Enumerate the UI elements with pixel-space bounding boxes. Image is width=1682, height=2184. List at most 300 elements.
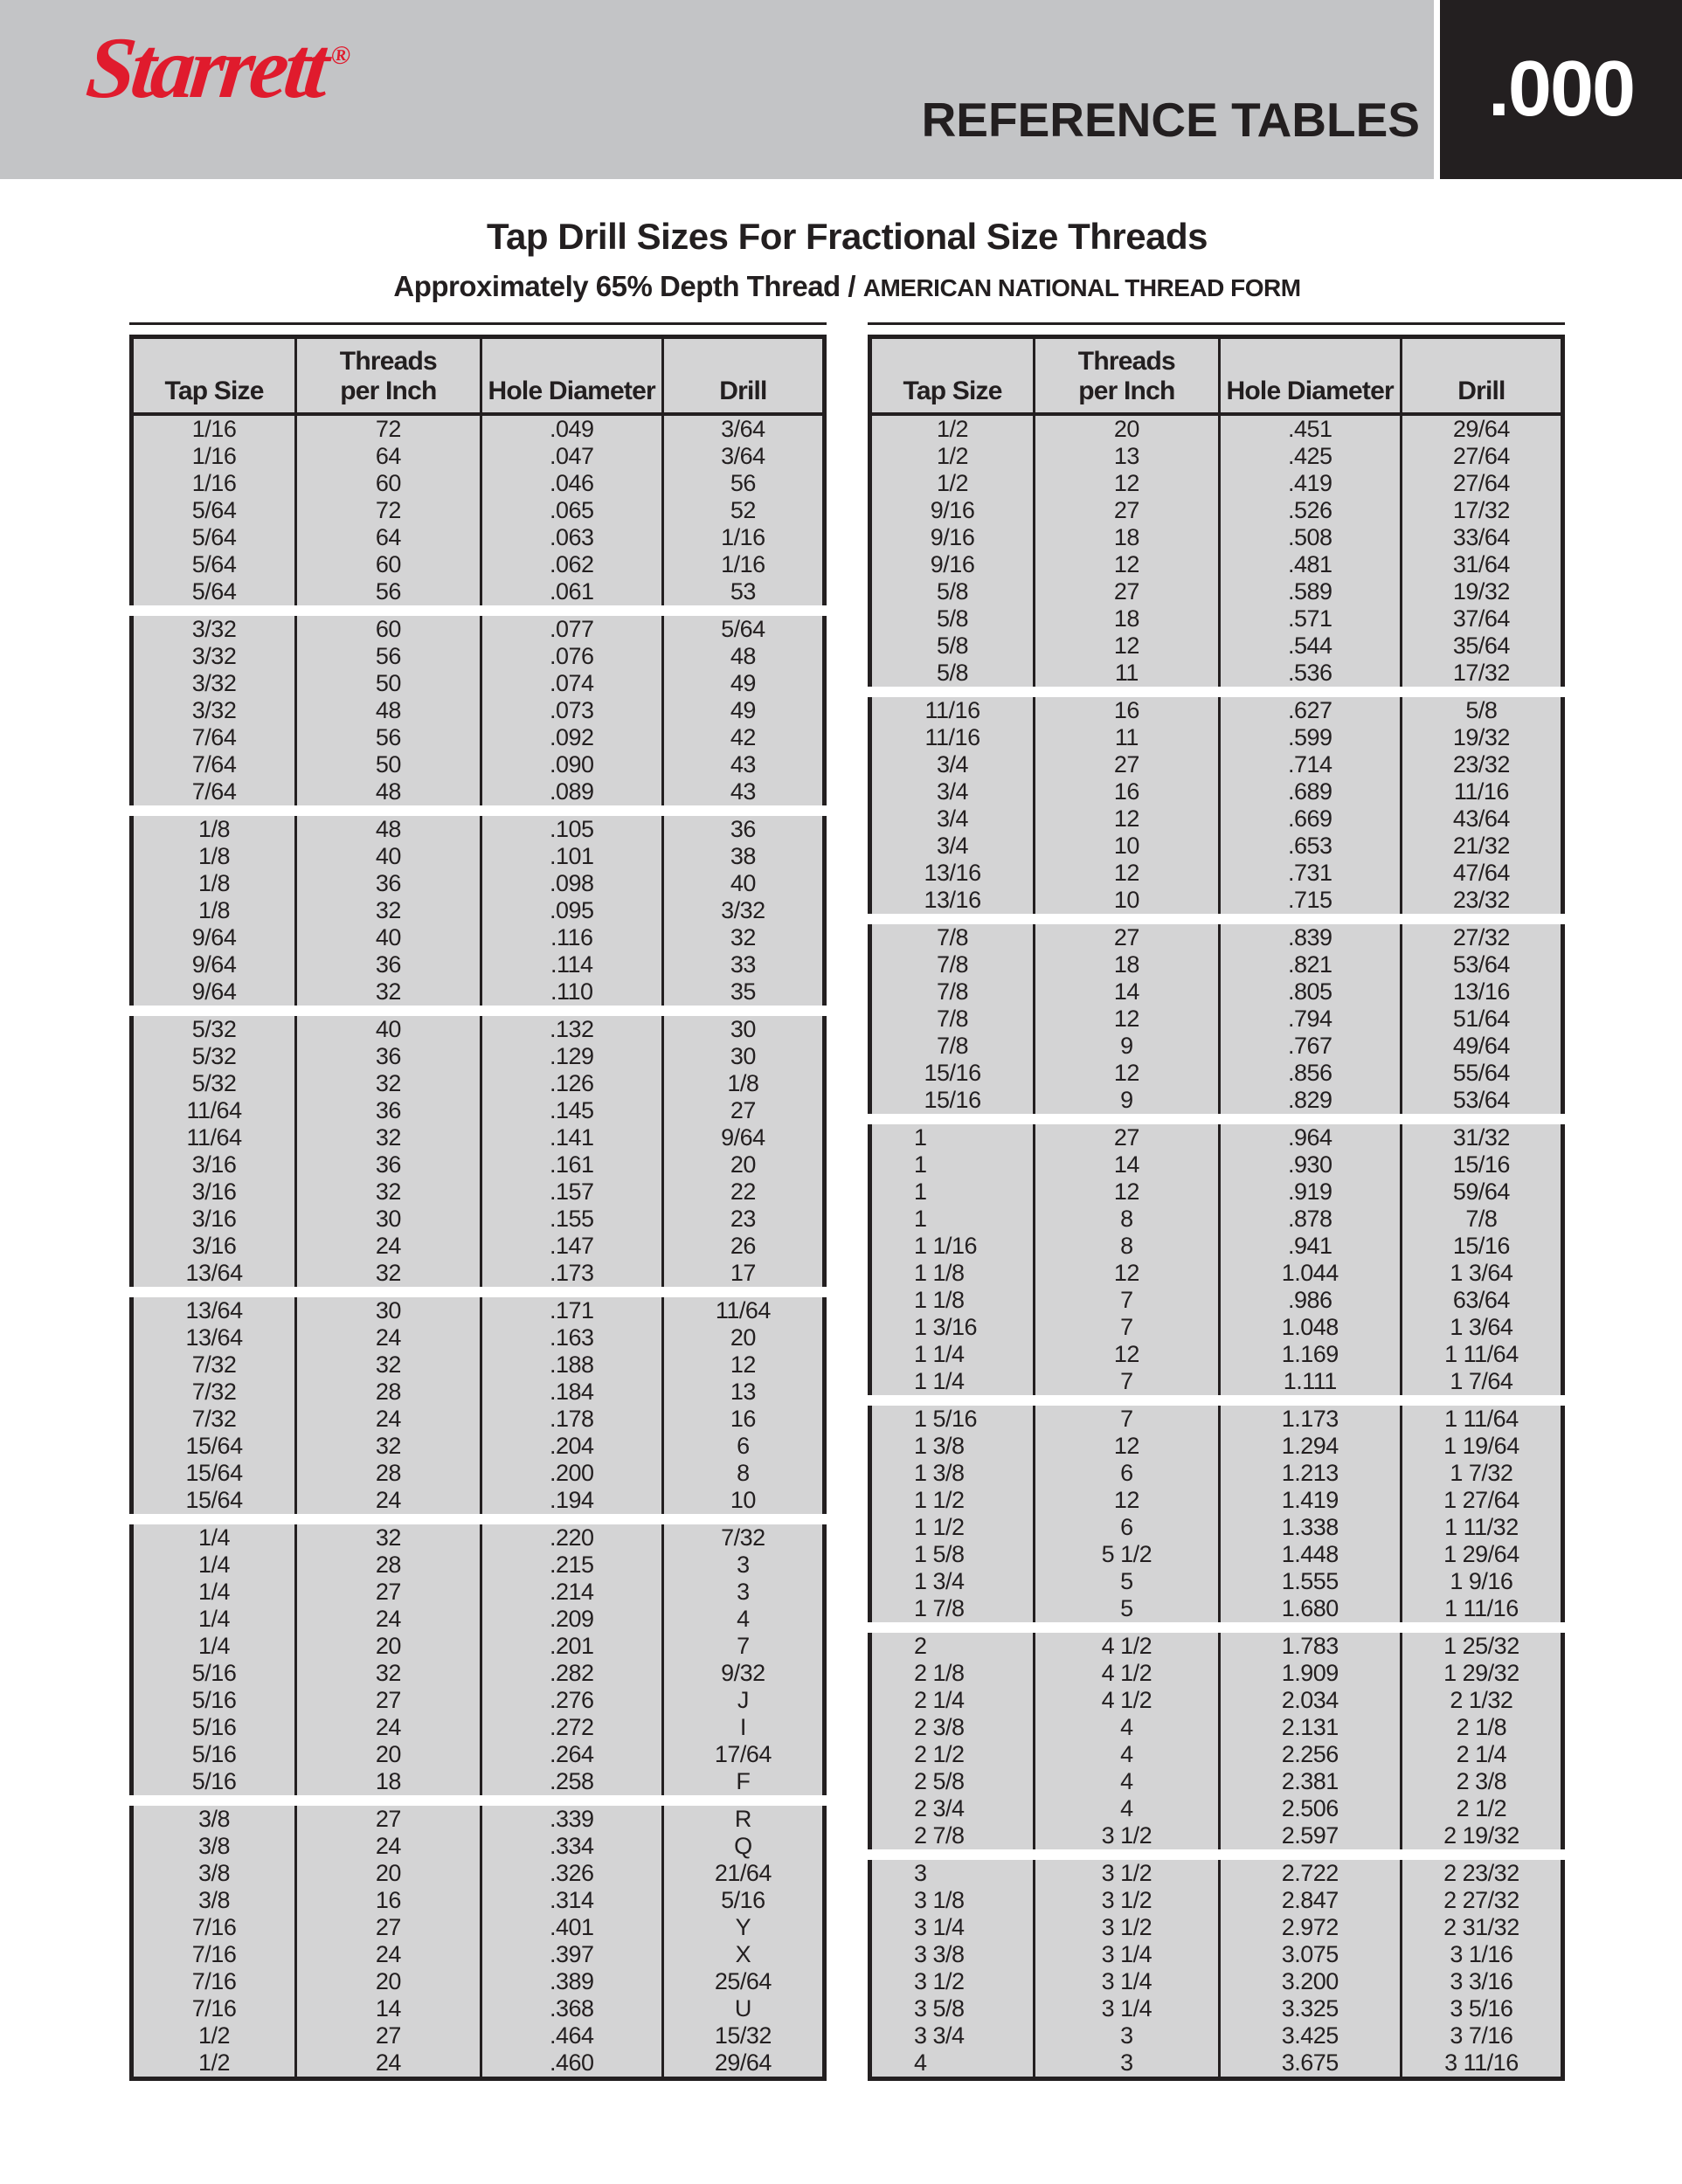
table-row bbox=[868, 497, 1565, 524]
table-row bbox=[129, 1379, 827, 1406]
table-cell: 1.419 bbox=[1218, 1487, 1400, 1514]
table-row bbox=[868, 1541, 1565, 1568]
table-cell: 1 1/8 bbox=[868, 1287, 1033, 1314]
table-cell: 9/16 bbox=[868, 551, 1033, 578]
table-cell: Y bbox=[661, 1914, 827, 1941]
table-cell: 23 bbox=[661, 1206, 827, 1233]
table-cell: 1/4 bbox=[129, 1579, 294, 1606]
table-cell: .481 bbox=[1218, 551, 1400, 578]
table-row bbox=[129, 778, 827, 805]
table-row bbox=[129, 443, 827, 470]
table-cell: 1 9/16 bbox=[1400, 1568, 1565, 1595]
table-cell: 48 bbox=[294, 816, 479, 843]
table-cell: 3/32 bbox=[129, 697, 294, 724]
group-separator bbox=[129, 1514, 827, 1524]
table-row bbox=[868, 833, 1565, 860]
table-cell: 5/16 bbox=[129, 1741, 294, 1768]
table-cell: 24 bbox=[294, 1833, 479, 1860]
table-cell: 1 11/32 bbox=[1400, 1514, 1565, 1541]
table-cell: 53 bbox=[661, 578, 827, 605]
table-cell: 24 bbox=[294, 1941, 479, 1968]
table-row bbox=[129, 1579, 827, 1606]
table-cell: 15/64 bbox=[129, 1487, 294, 1514]
table-row bbox=[868, 2022, 1565, 2049]
table-cell: 13/16 bbox=[1400, 978, 1565, 1006]
table-cell: .046 bbox=[480, 470, 661, 497]
table-cell: 1 5/16 bbox=[868, 1406, 1033, 1433]
table-row bbox=[129, 1124, 827, 1151]
table-cell: .368 bbox=[480, 1995, 661, 2022]
table-top-rule bbox=[868, 322, 1565, 325]
table-cell: 3/16 bbox=[129, 1151, 294, 1178]
table-cell: 12 bbox=[1033, 1487, 1217, 1514]
table-cell: .063 bbox=[480, 524, 661, 551]
table-cell: .599 bbox=[1218, 724, 1400, 751]
table-row bbox=[868, 1968, 1565, 1995]
table-row bbox=[129, 1206, 827, 1233]
table-cell: 13/64 bbox=[129, 1260, 294, 1287]
table-cell: .419 bbox=[1218, 470, 1400, 497]
table-cell: 30 bbox=[661, 1043, 827, 1070]
table-cell: 1 5/8 bbox=[868, 1541, 1033, 1568]
table-cell: .821 bbox=[1218, 951, 1400, 978]
table-cell: 40 bbox=[294, 1016, 479, 1043]
table-row bbox=[129, 1524, 827, 1552]
table-cell: 21/64 bbox=[661, 1860, 827, 1887]
table-cell: 8 bbox=[1033, 1206, 1217, 1233]
table-cell: 18 bbox=[294, 1768, 479, 1795]
table-cell: .805 bbox=[1218, 978, 1400, 1006]
table-cell: 27 bbox=[294, 1806, 479, 1833]
table-cell: .571 bbox=[1218, 605, 1400, 632]
table-row bbox=[129, 470, 827, 497]
table-cell: 1/16 bbox=[129, 470, 294, 497]
table-cell: .116 bbox=[480, 924, 661, 951]
table-cell: 1 25/32 bbox=[1400, 1633, 1565, 1660]
table-cell: .215 bbox=[480, 1552, 661, 1579]
table-cell: .155 bbox=[480, 1206, 661, 1233]
table-row bbox=[868, 524, 1565, 551]
table-cell: 3 5/8 bbox=[868, 1995, 1033, 2022]
table-cell: F bbox=[661, 1768, 827, 1795]
table-cell: 15/16 bbox=[868, 1087, 1033, 1114]
table-cell: .163 bbox=[480, 1324, 661, 1351]
table-cell: 60 bbox=[294, 551, 479, 578]
table-row bbox=[868, 1060, 1565, 1087]
table-cell: 1.048 bbox=[1218, 1314, 1400, 1341]
table-cell: 15/64 bbox=[129, 1460, 294, 1487]
table-cell: 4 bbox=[1033, 1768, 1217, 1795]
table-cell: 1 3/64 bbox=[1400, 1260, 1565, 1287]
table-cell: .065 bbox=[480, 497, 661, 524]
table-cell: 12 bbox=[1033, 1433, 1217, 1460]
table-cell: .076 bbox=[480, 643, 661, 670]
table-cell: 1/16 bbox=[661, 524, 827, 551]
table-cell: 13/16 bbox=[868, 860, 1033, 887]
table-cell: 1.173 bbox=[1218, 1406, 1400, 1433]
table-cell: 7/32 bbox=[129, 1379, 294, 1406]
table-cell: 13 bbox=[1033, 443, 1217, 470]
table-cell: .856 bbox=[1218, 1060, 1400, 1087]
table-cell: 1 1/16 bbox=[868, 1233, 1033, 1260]
table-cell: 7/16 bbox=[129, 1968, 294, 1995]
row-group bbox=[129, 416, 827, 605]
table-cell: 2 1/4 bbox=[868, 1687, 1033, 1714]
table-row bbox=[129, 897, 827, 924]
table-cell: 1/8 bbox=[129, 897, 294, 924]
row-group bbox=[129, 816, 827, 1006]
table-cell: 12 bbox=[1033, 805, 1217, 833]
registered-trademark: ® bbox=[329, 41, 352, 70]
table-cell: 5/32 bbox=[129, 1070, 294, 1097]
table-cell: 24 bbox=[294, 1606, 479, 1633]
table-row bbox=[868, 1822, 1565, 1849]
table-cell: 24 bbox=[294, 1233, 479, 1260]
table-row bbox=[129, 1043, 827, 1070]
table-cell: 5/32 bbox=[129, 1043, 294, 1070]
table-cell: 2.847 bbox=[1218, 1887, 1400, 1914]
starrett-logo bbox=[82, 19, 354, 116]
row-group bbox=[868, 1406, 1565, 1622]
table-cell: 24 bbox=[294, 2049, 479, 2077]
table-cell: 7/32 bbox=[129, 1351, 294, 1379]
table-cell: 20 bbox=[294, 1860, 479, 1887]
table-cell: 27 bbox=[1033, 578, 1217, 605]
table-cell: 7/16 bbox=[129, 1941, 294, 1968]
table-row bbox=[868, 1714, 1565, 1741]
table-cell: 20 bbox=[294, 1741, 479, 1768]
table-cell: .425 bbox=[1218, 443, 1400, 470]
table-cell: 27 bbox=[1033, 1124, 1217, 1151]
table-cell: 63/64 bbox=[1400, 1287, 1565, 1314]
table-cell: 1.213 bbox=[1218, 1460, 1400, 1487]
table-cell: 2.381 bbox=[1218, 1768, 1400, 1795]
table-row bbox=[868, 1768, 1565, 1795]
table-top-rule bbox=[129, 322, 827, 325]
table-cell: 24 bbox=[294, 1714, 479, 1741]
table-cell: .145 bbox=[480, 1097, 661, 1124]
table-cell: 17/32 bbox=[1400, 660, 1565, 687]
table-cell: 49/64 bbox=[1400, 1033, 1565, 1060]
table-cell: .047 bbox=[480, 443, 661, 470]
tab-number-text: .000 bbox=[1487, 45, 1635, 133]
table-cell: 4 bbox=[1033, 1714, 1217, 1741]
table-row bbox=[868, 860, 1565, 887]
table-cell: 1 1/4 bbox=[868, 1341, 1033, 1368]
table-cell: 30 bbox=[661, 1016, 827, 1043]
table-row bbox=[129, 1806, 827, 1833]
table-cell: .098 bbox=[480, 870, 661, 897]
table-cell: .061 bbox=[480, 578, 661, 605]
table-cell: .258 bbox=[480, 1768, 661, 1795]
table-cell: 48 bbox=[661, 643, 827, 670]
table-row bbox=[868, 1660, 1565, 1687]
table-cell: .204 bbox=[480, 1433, 661, 1460]
column-header-line: Threads bbox=[1077, 347, 1175, 376]
table-cell: 12 bbox=[1033, 1006, 1217, 1033]
table-row bbox=[868, 978, 1565, 1006]
table-cell: 27 bbox=[1033, 751, 1217, 778]
table-row bbox=[868, 724, 1565, 751]
table-cell: 7/16 bbox=[129, 1995, 294, 2022]
table-cell: 12 bbox=[661, 1351, 827, 1379]
table-cell: 3/32 bbox=[661, 897, 827, 924]
table-cell: .173 bbox=[480, 1260, 661, 1287]
table-cell: 9/32 bbox=[661, 1660, 827, 1687]
table-cell: 3/32 bbox=[129, 670, 294, 697]
table-cell: 2 1/8 bbox=[868, 1660, 1033, 1687]
table-row bbox=[129, 1233, 827, 1260]
table-cell: 1.338 bbox=[1218, 1514, 1400, 1541]
table-cell: 1.169 bbox=[1218, 1341, 1400, 1368]
group-separator bbox=[868, 1849, 1565, 1860]
table-cell: 16 bbox=[1033, 697, 1217, 724]
table-cell: 2.034 bbox=[1218, 1687, 1400, 1714]
group-separator bbox=[868, 1622, 1565, 1633]
table-row bbox=[868, 1178, 1565, 1206]
table-cell: 3 1/4 bbox=[1033, 1941, 1217, 1968]
table-cell: 7/64 bbox=[129, 751, 294, 778]
table-cell: .401 bbox=[480, 1914, 661, 1941]
group-separator bbox=[868, 1114, 1565, 1124]
table-cell: 11/64 bbox=[661, 1297, 827, 1324]
table-cell: .126 bbox=[480, 1070, 661, 1097]
table-cell: 15/16 bbox=[1400, 1233, 1565, 1260]
table-cell: 4 bbox=[661, 1606, 827, 1633]
table-cell: 42 bbox=[661, 724, 827, 751]
table-cell: .460 bbox=[480, 2049, 661, 2077]
column-header bbox=[1033, 339, 1217, 412]
table-row bbox=[868, 1314, 1565, 1341]
table-row bbox=[868, 470, 1565, 497]
table-cell: 32 bbox=[294, 1260, 479, 1287]
table-cell: 3 1/8 bbox=[868, 1887, 1033, 1914]
table-cell: 3/8 bbox=[129, 1860, 294, 1887]
table-cell: 20 bbox=[294, 1633, 479, 1660]
table-cell: 17 bbox=[661, 1260, 827, 1287]
table-cell: 2.722 bbox=[1218, 1860, 1400, 1887]
table-cell: 7 bbox=[1033, 1314, 1217, 1341]
table-row bbox=[868, 1124, 1565, 1151]
table-cell: 1.680 bbox=[1218, 1595, 1400, 1622]
table-header-row bbox=[129, 335, 827, 416]
table-row bbox=[129, 1714, 827, 1741]
table-row bbox=[868, 1151, 1565, 1178]
table-cell: 20 bbox=[1033, 416, 1217, 443]
table-cell: 12 bbox=[1033, 860, 1217, 887]
table-cell: 1/2 bbox=[129, 2022, 294, 2049]
column-header bbox=[129, 339, 294, 412]
table-cell: 5/8 bbox=[868, 632, 1033, 660]
table-cell: X bbox=[661, 1941, 827, 1968]
table-cell: 5/16 bbox=[129, 1714, 294, 1741]
table-cell: 7 bbox=[1033, 1368, 1217, 1395]
table-cell: 32 bbox=[294, 1124, 479, 1151]
table-cell: 8 bbox=[661, 1460, 827, 1487]
table-cell: 3 7/16 bbox=[1400, 2022, 1565, 2049]
table-cell: .074 bbox=[480, 670, 661, 697]
table-row bbox=[868, 1487, 1565, 1514]
table-cell: 53/64 bbox=[1400, 1087, 1565, 1114]
table-cell: 14 bbox=[294, 1995, 479, 2022]
table-cell: 24 bbox=[294, 1406, 479, 1433]
table-cell: 3 3/4 bbox=[868, 2022, 1033, 2049]
table-row bbox=[129, 1887, 827, 1914]
table-cell: 4 1/2 bbox=[1033, 1660, 1217, 1687]
table-cell: 40 bbox=[294, 843, 479, 870]
table-cell: 1 11/64 bbox=[1400, 1341, 1565, 1368]
table-cell: .110 bbox=[480, 978, 661, 1006]
row-group bbox=[129, 1806, 827, 2077]
tap-drill-table-left bbox=[129, 335, 827, 2081]
table-row bbox=[129, 1660, 827, 1687]
table-row bbox=[129, 1768, 827, 1795]
column-header bbox=[868, 339, 1033, 412]
table-cell: 22 bbox=[661, 1178, 827, 1206]
table-cell: 11/64 bbox=[129, 1124, 294, 1151]
table-cell: .731 bbox=[1218, 860, 1400, 887]
table-cell: 1/2 bbox=[868, 443, 1033, 470]
table-cell: .049 bbox=[480, 416, 661, 443]
table-row bbox=[868, 1514, 1565, 1541]
table-cell: 7/64 bbox=[129, 724, 294, 751]
table-cell: 32 bbox=[294, 1351, 479, 1379]
table-cell: 1/8 bbox=[661, 1070, 827, 1097]
table-row bbox=[129, 551, 827, 578]
table-cell: 5/16 bbox=[129, 1768, 294, 1795]
table-row bbox=[868, 1006, 1565, 1033]
table-row bbox=[868, 2049, 1565, 2077]
table-cell: 24 bbox=[294, 1324, 479, 1351]
table-cell: 28 bbox=[294, 1552, 479, 1579]
table-cell: Q bbox=[661, 1833, 827, 1860]
table-cell: 17/64 bbox=[661, 1741, 827, 1768]
table-cell: 23/32 bbox=[1400, 887, 1565, 914]
table-cell: 7/8 bbox=[868, 1006, 1033, 1033]
table-cell: 7/64 bbox=[129, 778, 294, 805]
table-cell: .794 bbox=[1218, 1006, 1400, 1033]
table-cell: 6 bbox=[1033, 1460, 1217, 1487]
table-row bbox=[868, 1741, 1565, 1768]
table-cell: .714 bbox=[1218, 751, 1400, 778]
column-header bbox=[294, 339, 479, 412]
row-group bbox=[129, 1016, 827, 1287]
table-cell: 28 bbox=[294, 1460, 479, 1487]
table-cell: 20 bbox=[661, 1324, 827, 1351]
table-cell: 36 bbox=[294, 870, 479, 897]
table-cell: 3 bbox=[1033, 2049, 1217, 2077]
table-cell: 1 29/64 bbox=[1400, 1541, 1565, 1568]
table-cell: 16 bbox=[661, 1406, 827, 1433]
table-cell: 3 1/2 bbox=[1033, 1822, 1217, 1849]
table-cell: .627 bbox=[1218, 697, 1400, 724]
table-row bbox=[129, 2022, 827, 2049]
table-cell: 1 bbox=[868, 1151, 1033, 1178]
table-cell: .829 bbox=[1218, 1087, 1400, 1114]
page-content bbox=[129, 179, 1565, 2081]
group-separator bbox=[129, 1795, 827, 1806]
table-cell: 32 bbox=[294, 1524, 479, 1552]
table-cell: 1 bbox=[868, 1124, 1033, 1151]
table-cell: .397 bbox=[480, 1941, 661, 1968]
table-row bbox=[129, 1178, 827, 1206]
table-cell: J bbox=[661, 1687, 827, 1714]
table-cell: 3 3/16 bbox=[1400, 1968, 1565, 1995]
table-cell: 17/32 bbox=[1400, 497, 1565, 524]
table-cell: 49 bbox=[661, 670, 827, 697]
table-cell: 4 1/2 bbox=[1033, 1633, 1217, 1660]
table-row bbox=[868, 1287, 1565, 1314]
table-cell: 1/8 bbox=[129, 870, 294, 897]
table-cell: 1 11/16 bbox=[1400, 1595, 1565, 1622]
table-row bbox=[868, 1033, 1565, 1060]
table-cell: 1 29/32 bbox=[1400, 1660, 1565, 1687]
row-group bbox=[868, 697, 1565, 914]
table-row bbox=[868, 632, 1565, 660]
table-cell: 7 bbox=[661, 1633, 827, 1660]
table-cell: 12 bbox=[1033, 1341, 1217, 1368]
table-cell: .184 bbox=[480, 1379, 661, 1406]
table-cell: .188 bbox=[480, 1351, 661, 1379]
table-cell: .095 bbox=[480, 897, 661, 924]
table-cell: .062 bbox=[480, 551, 661, 578]
column-header-line: Hole Diameter bbox=[488, 377, 655, 405]
table-cell: 3 1/4 bbox=[1033, 1995, 1217, 2022]
table-cell: 5/8 bbox=[868, 660, 1033, 687]
row-group bbox=[868, 1633, 1565, 1849]
table-cell: 3 bbox=[868, 1860, 1033, 1887]
table-cell: 2 23/32 bbox=[1400, 1860, 1565, 1887]
table-cell: 28 bbox=[294, 1379, 479, 1406]
table-cell: 3/4 bbox=[868, 751, 1033, 778]
column-header-line: per Inch bbox=[1078, 377, 1175, 405]
table-cell: .114 bbox=[480, 951, 661, 978]
table-cell: U bbox=[661, 1995, 827, 2022]
table-row bbox=[129, 616, 827, 643]
group-separator bbox=[129, 1287, 827, 1297]
table-cell: 2 3/4 bbox=[868, 1795, 1033, 1822]
table-row bbox=[868, 660, 1565, 687]
table-cell: 56 bbox=[661, 470, 827, 497]
table-row bbox=[868, 1568, 1565, 1595]
table-cell: 3/8 bbox=[129, 1887, 294, 1914]
table-cell: 10 bbox=[1033, 887, 1217, 914]
table-cell: 19/32 bbox=[1400, 724, 1565, 751]
table-cell: 13/64 bbox=[129, 1297, 294, 1324]
table-row bbox=[129, 816, 827, 843]
table-row bbox=[129, 497, 827, 524]
row-group bbox=[129, 1524, 827, 1795]
tap-drill-table-right-block bbox=[868, 322, 1565, 2081]
table-header-row bbox=[868, 335, 1565, 416]
subtitle-prefix: Approximately 65% Depth Thread / bbox=[393, 270, 863, 302]
table-row bbox=[868, 1406, 1565, 1433]
table-cell: 4 bbox=[1033, 1741, 1217, 1768]
table-cell: 27/32 bbox=[1400, 924, 1565, 951]
table-row bbox=[868, 1595, 1565, 1622]
table-cell: .092 bbox=[480, 724, 661, 751]
table-row bbox=[129, 578, 827, 605]
table-cell: 27 bbox=[294, 1914, 479, 1941]
table-row bbox=[868, 751, 1565, 778]
column-header-line: Drill bbox=[719, 377, 767, 405]
tap-drill-table-right bbox=[868, 335, 1565, 2081]
table-cell: I bbox=[661, 1714, 827, 1741]
table-row bbox=[129, 1297, 827, 1324]
table-row bbox=[868, 605, 1565, 632]
table-cell: 7/8 bbox=[868, 924, 1033, 951]
table-cell: 27 bbox=[661, 1097, 827, 1124]
